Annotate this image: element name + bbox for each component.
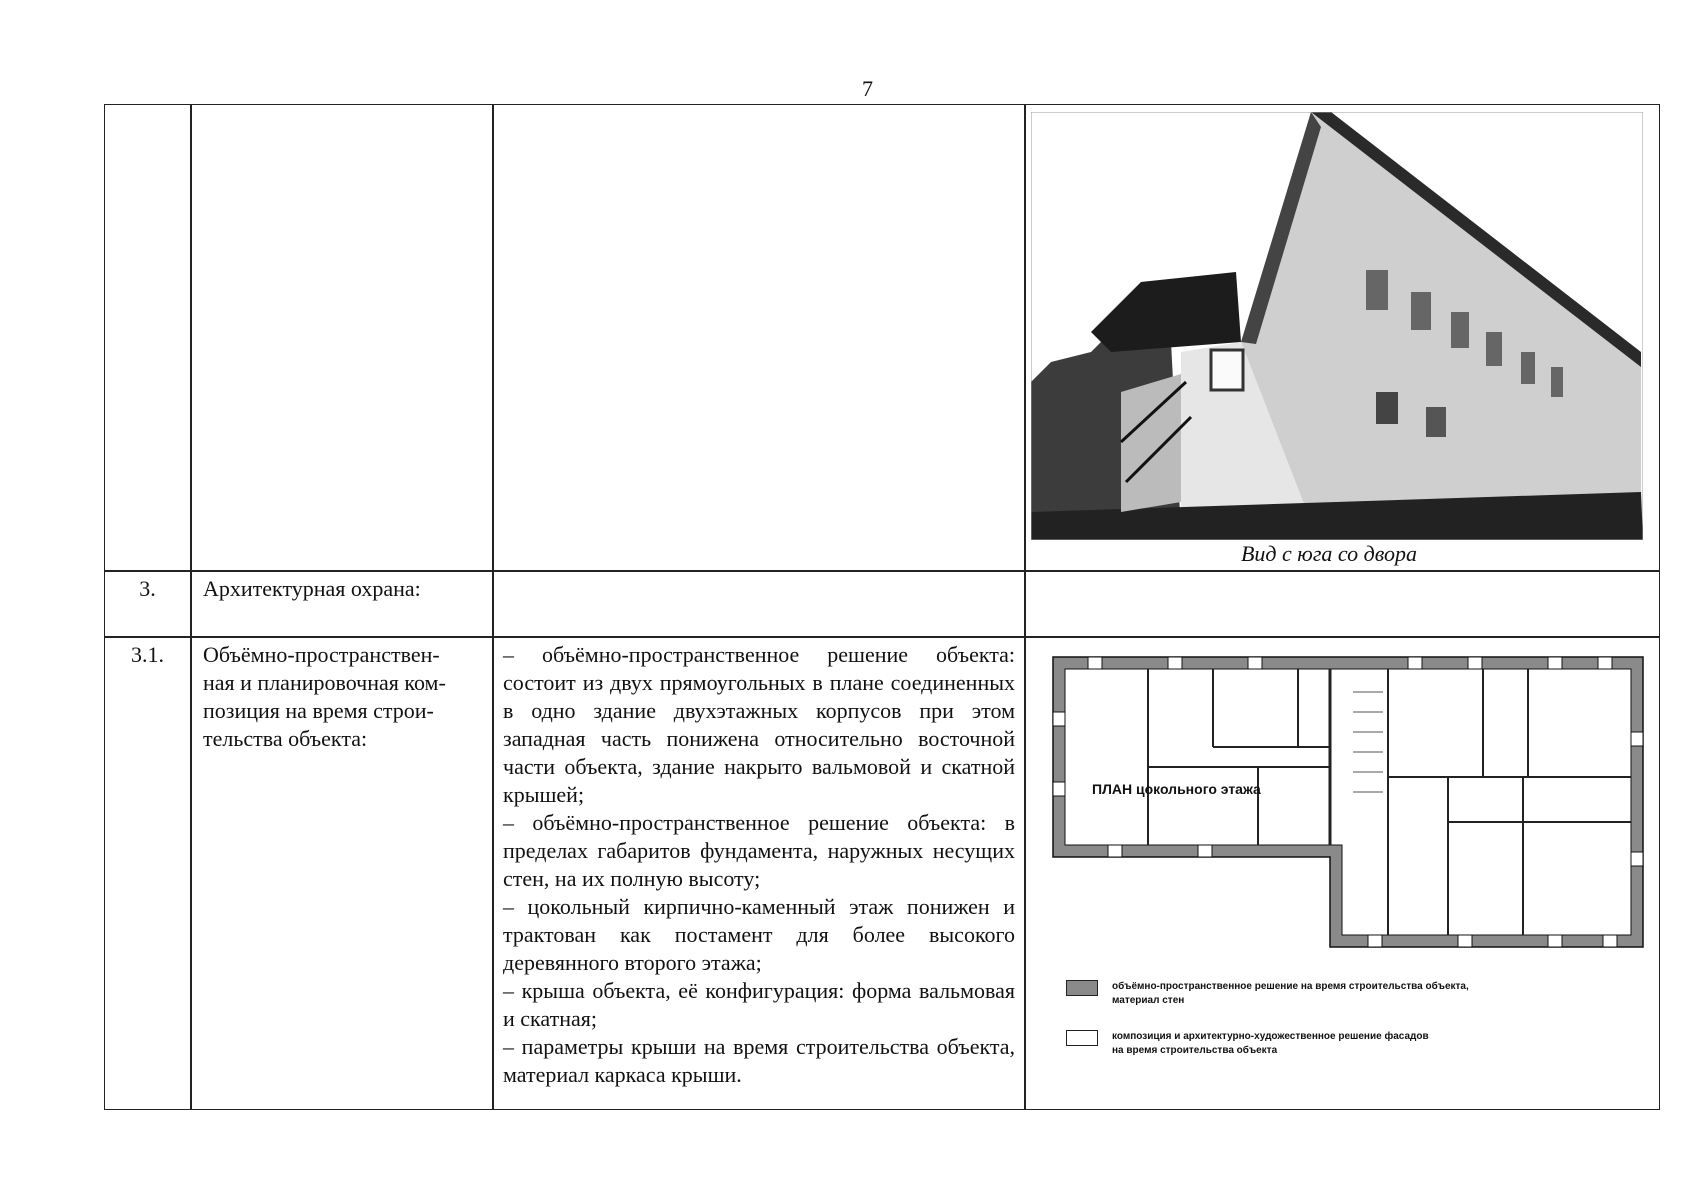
column-divider <box>492 105 494 1109</box>
row-3-1-title <box>203 641 488 753</box>
plan-title: ПЛАН цокольного этажа <box>1092 781 1261 797</box>
column-divider <box>190 105 192 1109</box>
title-line: тельства объекта: <box>203 726 368 751</box>
title-line: позиция на время строи- <box>203 698 434 723</box>
row-divider <box>105 636 1659 638</box>
legend-swatch-hatched <box>1066 980 1098 996</box>
row-divider <box>105 570 1659 572</box>
legend-text-line: материал стен <box>1112 995 1185 1006</box>
legend-text-line: на время строительства объекта <box>1112 1045 1278 1056</box>
page-number: 7 <box>862 76 873 101</box>
legend-swatch-empty <box>1066 1030 1098 1046</box>
description-paragraph: – крыша объекта, её конфигурация: форма вальмовая и скатная; <box>503 978 1015 1031</box>
building-photo <box>1031 112 1643 540</box>
title-line: Объёмно-пространствен- <box>203 642 440 667</box>
legend-text-line: объёмно-пространственное решение на время строительства объекта, <box>1112 981 1469 992</box>
description-paragraph: – объёмно-пространственное решение объекта: состоит из двух прямоугольных в плане соединенных в одно здание двухэтажных корпусов при этом западная часть понижена относительно восточной части объекта, здание накрыто вальмовой и скатной крышей; <box>503 642 1015 807</box>
legend-item-2 <box>1112 1030 1532 1058</box>
legend-item-1 <box>1112 980 1532 1008</box>
floor-plan-drawing <box>1048 652 1648 952</box>
description-paragraph: – цокольный кирпично-каменный этаж понижен и трактован как постамент для более высокого деревянного второго этажа; <box>503 894 1015 975</box>
row-3-number: 3. <box>139 576 156 601</box>
description-paragraph: – параметры крыши на время строительства объекта, материал каркаса крыши. <box>503 1034 1015 1087</box>
legend-text-line: композиция и архитектурно-художественное решение фасадов <box>1112 1031 1429 1042</box>
column-divider <box>1024 105 1026 1109</box>
photo-caption: Вид с юга со двора <box>1240 541 1418 566</box>
description-paragraph: – объёмно-пространственное решение объекта: в пределах габаритов фундамента, наружных несущих стен, на их полную высоту; <box>503 810 1015 891</box>
row-3-1-description <box>503 641 1015 1089</box>
row-3-title: Архитектурная охрана: <box>203 576 421 601</box>
row-3-1-number: 3.1. <box>131 642 164 667</box>
title-line: ная и планировочная ком- <box>203 670 446 695</box>
